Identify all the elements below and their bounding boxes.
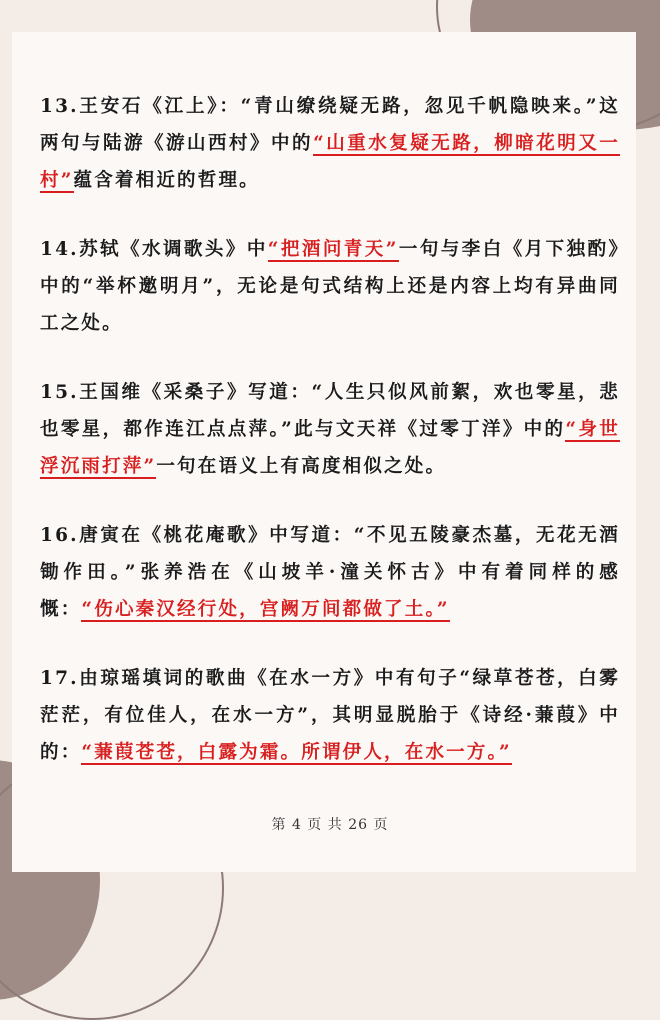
item-text: 王国维《采桑子》写道：“人生只似风前絮，欢也零星，悲也零星，都作连江点点萍。”此与文天祥《过零丁洋》中的 [40, 382, 620, 440]
item-text: 王安石《江上》：“青山缭绕疑无路，忽见千帆隐映来。”这两句与陆游《游山西村》中的 [40, 96, 620, 154]
item-text: 苏轼《水调歌头》中 [78, 239, 268, 260]
item-13 [40, 88, 620, 199]
item-14 [40, 231, 620, 342]
item-number: 17. [40, 668, 79, 689]
highlighted-quote: “伤心秦汉经行处，宫阙万间都做了土。” [81, 599, 450, 620]
item-number: 14. [40, 239, 79, 260]
item-number: 15. [40, 382, 79, 403]
item-text-after: 蕴含着相近的哲理。 [73, 170, 260, 191]
item-17 [40, 660, 620, 771]
highlighted-quote: “把酒问青天” [267, 239, 399, 260]
highlighted-quote: “山重水复疑无路，柳暗花明又一村” [40, 133, 620, 191]
highlighted-quote: “身世浮沉雨打萍” [40, 419, 620, 477]
item-15 [40, 374, 620, 485]
item-text-after: 一句与李白《月下独酌》中的“举杯邀明月”，无论是句式结构上还是内容上均有异曲同工之处。 [40, 239, 620, 334]
page-footer: 第 4 页 共 26 页 [271, 817, 389, 833]
item-number: 16. [40, 525, 79, 546]
highlighted-quote: “蒹葭苍苍，白露为霜。所谓伊人，在水一方。” [81, 742, 512, 763]
document-content [40, 88, 620, 803]
item-text: 由琼瑶填词的歌曲《在水一方》中有句子“绿草苍苍，白雾茫茫，有位佳人，在水一方”，其明显脱胎于《诗经·蒹葭》中的： [40, 668, 620, 763]
item-text: 唐寅在《桃花庵歌》中写道：“不见五陵豪杰墓，无花无酒锄作田。”张养浩在《山坡羊·潼关怀古》中有着同样的感慨： [40, 525, 620, 620]
item-number: 13. [40, 96, 79, 117]
item-16 [40, 517, 620, 628]
item-text-after: 一句在语义上有高度相似之处。 [156, 456, 447, 477]
